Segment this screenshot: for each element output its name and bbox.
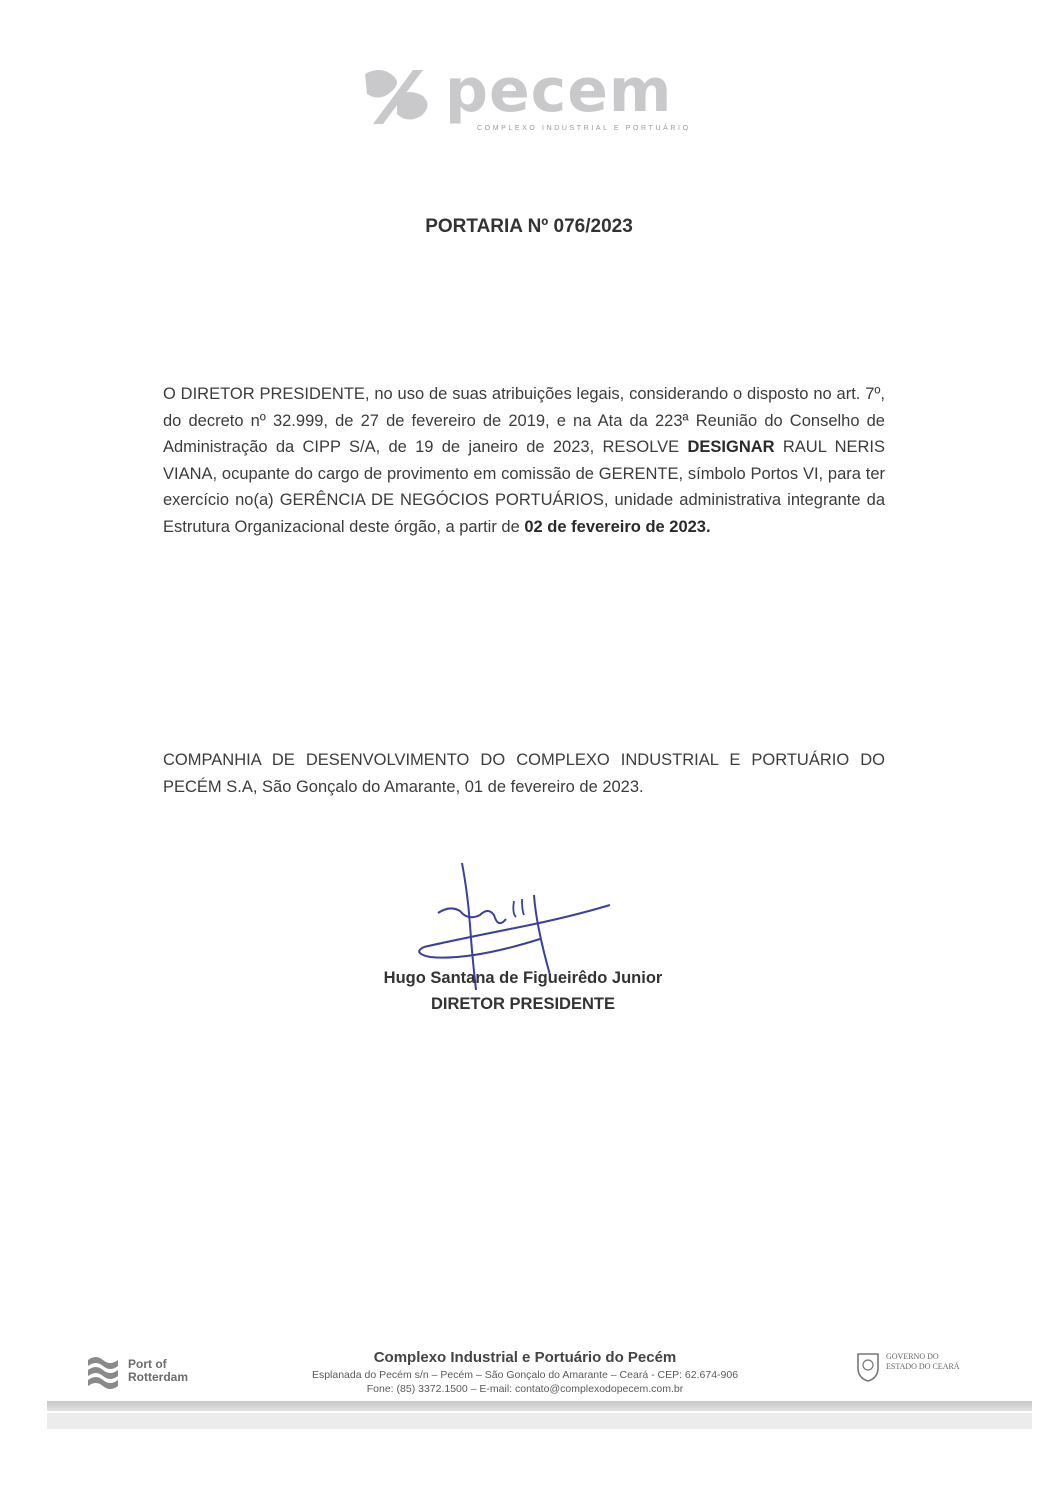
pecem-logo [357, 56, 697, 142]
governo-ceara-logo [855, 1350, 985, 1390]
body-designar: DESIGNAR [687, 438, 775, 456]
pecem-logo-icon [357, 66, 437, 126]
body-details: RAUL NERIS VIANA, ocupante do cargo de provimento em comissão de GERENTE, símbolo Portos VI, para ter exercício no(a) GERÊNCIA DE NEGÓCIOS PORTUÁRIOS, unidade administrativa integrante da Estrutura Organizacional deste órgão, a partir de [163, 438, 885, 536]
footer-contact: Fone: (85) 3372.1500 – E-mail: contato@complexodopecem.com.br [366, 1383, 684, 1395]
footer-divider-bar [47, 1401, 1032, 1411]
body-effective-date: 02 de fevereiro de 2023. [524, 517, 711, 536]
logo-subtitle: COMPLEXO INDUSTRIAL E PORTUÁRIO [477, 125, 691, 132]
signer-name: Hugo Santana de Figueirêdo Junior [383, 969, 663, 987]
port-of-rotterdam-logo [86, 1354, 216, 1394]
footer-address: Esplanada do Pecém s/n – Pecém – São Gonçalo do Amarante – Ceará - CEP: 62.674-906 [311, 1369, 739, 1381]
gov-line1: GOVERNO DO [886, 1352, 939, 1361]
footer-info [260, 1349, 790, 1396]
rotterdam-icon [86, 1354, 120, 1390]
state-seal-icon [855, 1350, 881, 1382]
closing-paragraph: COMPANHIA DE DESENVOLVIMENTO DO COMPLEXO INDUSTRIAL E PORTUÁRIO DO PECÉM S.A, São Gonçalo do Amarante, 01 de fevereiro de 2023. [163, 751, 885, 796]
rotterdam-line1: Port of [128, 1357, 167, 1371]
document-body [163, 381, 885, 540]
rotterdam-line2: Rotterdam [128, 1370, 189, 1384]
rotterdam-label [128, 1358, 188, 1384]
document-title: PORTARIA Nº 076/2023 [425, 216, 633, 237]
footer-shade-bar [47, 1413, 1032, 1429]
body-intro: O DIRETOR PRESIDENTE, no uso de suas atribuições legais, considerando o disposto no art. 7º, do decreto nº 32.999, de 27 de fevereiro de 2019, e na Ata da 223ª Reunião do Conselho de Administração da CIPP S/A, de 19 de janeiro de 2023, RESOLVE [163, 385, 885, 456]
signer-role: DIRETOR PRESIDENTE [431, 995, 615, 1013]
gov-line2: ESTADO DO CEARÁ [886, 1362, 960, 1371]
footer-org-name: Complexo Industrial e Portuário do Pecém [373, 1349, 677, 1366]
governo-label [886, 1352, 960, 1372]
logo-wordmark: pecem [445, 56, 673, 126]
